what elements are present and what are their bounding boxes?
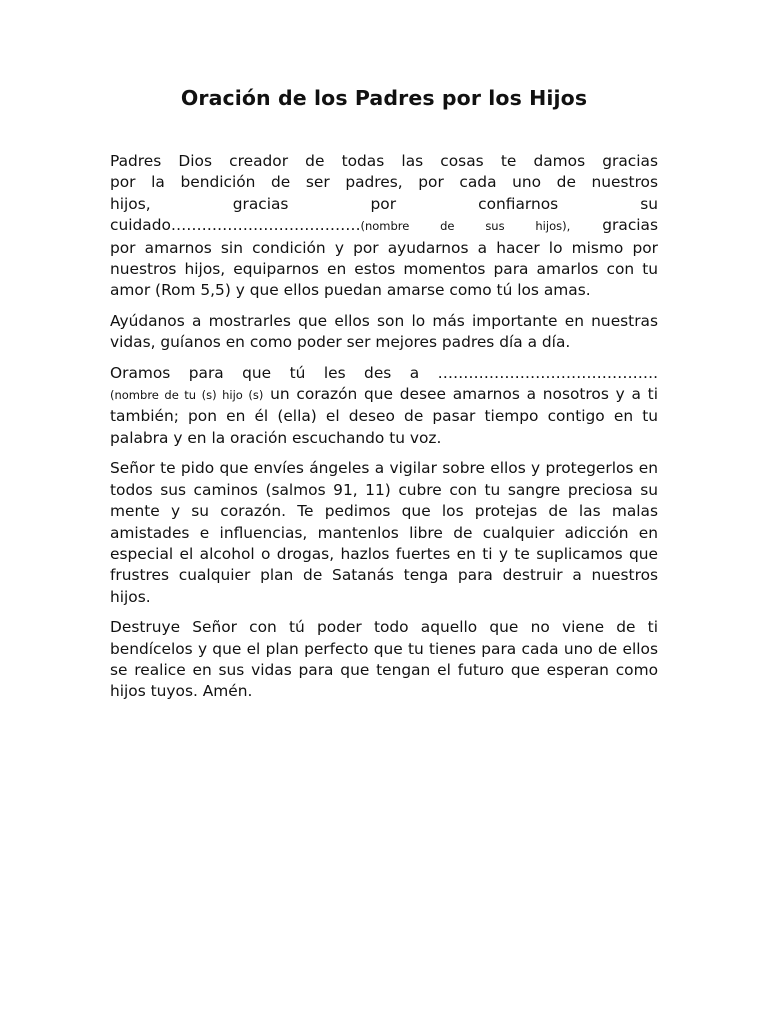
paragraph-3 [110, 363, 658, 450]
paragraph-1-line-2: por la bendición de ser padres, por cada uno de nuestros [110, 173, 658, 192]
paragraph-1-rest: por amarnos sin condición y por ayudarnos a hacer lo mismo por nuestros hijos, equiparnos en estos momentos para amarlos con tu amor (Rom 5,5) y que ellos puedan amarse como tú los amas. [110, 238, 658, 300]
paragraph-3-line-1: Oramos para que tú les des a ……………………………………. [110, 363, 658, 382]
paragraph-4: Señor te pido que envíes ángeles a vigilar sobre ellos y protegerlos en todos sus caminos (salmos 91, 11) cubre con tu sangre preciosa su mente y su corazón. Te pedimos que los protejas de las malas amistades e influencias, mantenlos libre de cualquier adicción en especial el alcohol o drogas, hazlos fuertes en ti y te suplicamos que frustres cualquier plan de Satanás tenga para destruir a nuestros hijos. [110, 459, 658, 606]
paragraph-1 [110, 151, 658, 302]
document-body [110, 151, 658, 712]
placeholder-note: (nombre de sus hijos), [360, 219, 571, 234]
paragraph-2: Ayúdanos a mostrarles que ellos son lo más importante en nuestras vidas, guíanos en como poder ser mejores padres día a día. [110, 311, 658, 352]
placeholder-dots: cuidado………………………………. [110, 216, 361, 235]
paragraph-1-line-4 [110, 215, 658, 237]
paragraph-1-line-4-end: gracias [570, 216, 659, 235]
paragraph-1-line-1: Padres Dios creador de todas las cosas te damos gracias [110, 152, 658, 170]
paragraph-3-rest: un corazón que desee amarnos a nosotros y a ti también; pon en él (ella) el deseo de pasar tiempo contigo en tu palabra y en la oración escuchando tu voz. [110, 385, 658, 447]
document-title: Oración de los Padres por los Hijos [180, 86, 588, 110]
paragraph-5: Destruye Señor con tú poder todo aquello que no viene de ti bendícelos y que el plan perfecto que tu tienes para cada uno de ellos se realice en sus vidas para que tengan el futuro que esperan como hijos tuyos. Amén. [110, 618, 658, 701]
paragraph-1-line-3: hijos, gracias por confiarnos su [110, 194, 658, 213]
placeholder-note: (nombre de tu (s) hijo (s) [110, 388, 264, 403]
